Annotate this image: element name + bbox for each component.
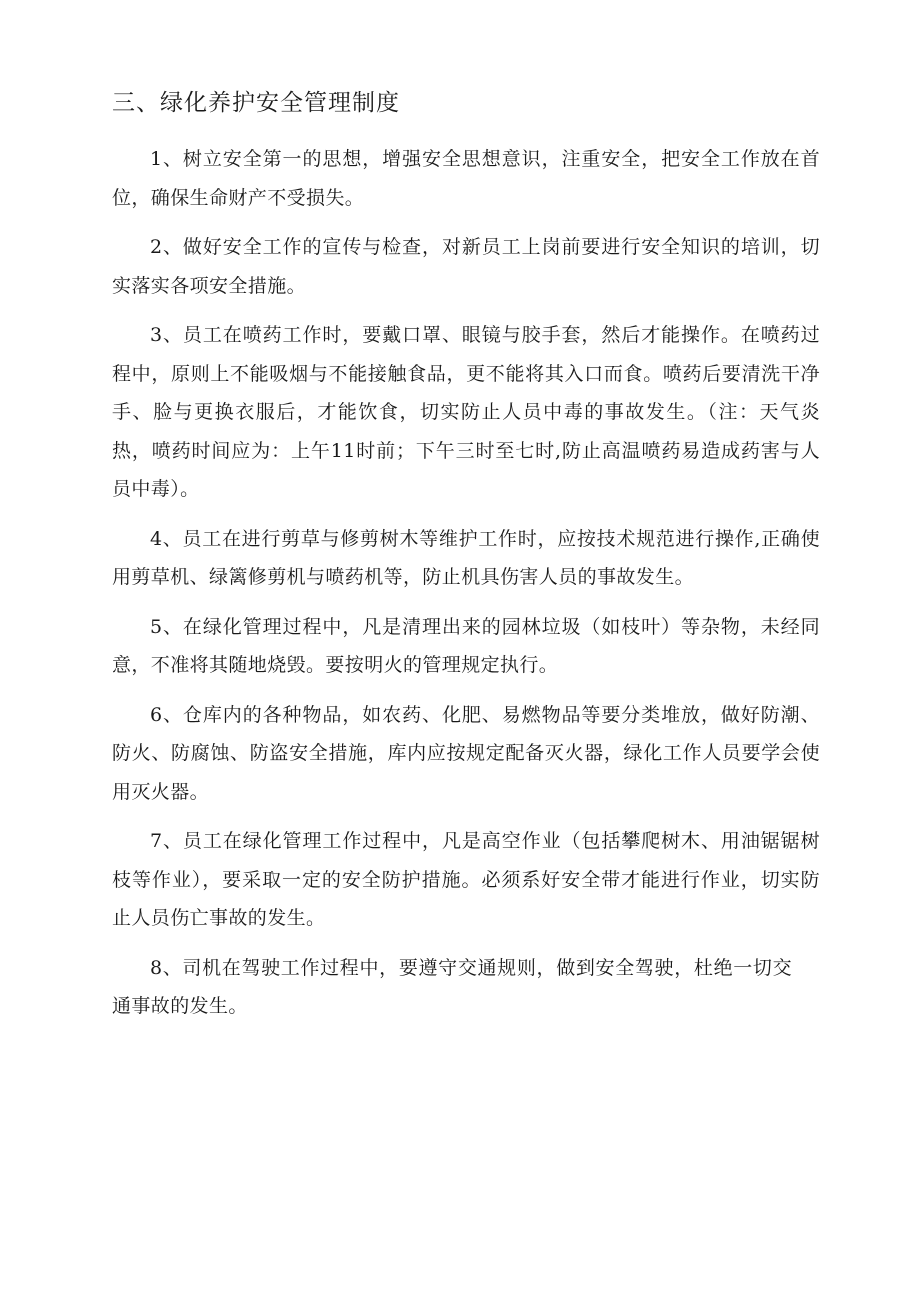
paragraph-2: 2、做好安全工作的宣传与检查，对新员工上岗前要进行安全知识的培训，切实落实各项安全措施。 (112, 236, 820, 297)
document-body (112, 140, 820, 1037)
paragraph-6: 6、仓库内的各种物品，如农药、化肥、易燃物品等要分类堆放，做好防潮、防火、防腐蚀、防盗安全措施，库内应按规定配备灭火器，绿化工作人员要学会使用灭火器。 (112, 703, 820, 803)
paragraph-8: 8、司机在驾驶工作过程中，要遵守交通规则，做到安全驾驶，杜绝一切交通事故的发生。 (112, 956, 792, 1017)
paragraph-4: 4、员工在进行剪草与修剪树木等维护工作时，应按技术规范进行操作,正确使用剪草机、绿篱修剪机与喷药机等，防止机具伤害人员的事故发生。 (112, 527, 820, 588)
paragraph-7: 7、员工在绿化管理工作过程中，凡是高空作业（包括攀爬树木、用油锯锯树枝等作业），要采取一定的安全防护措施。必须系好安全带才能进行作业，切实防止人员伤亡事故的发生。 (112, 830, 820, 929)
paragraph-1: 1、树立安全第一的思想，增强安全思想意识，注重安全，把安全工作放在首位，确保生命财产不受损失。 (112, 148, 820, 209)
document-title: 三、绿化养护安全管理制度 (112, 90, 400, 116)
paragraph-3: 3、员工在喷药工作时，要戴口罩、眼镜与胶手套，然后才能操作。在喷药过程中，原则上不能吸烟与不能接触食品，更不能将其入口而食。喷药后要清洗干净手、脸与更换衣服后，才能饮食，切实防止人员中毒的事故发生。（注：天气炎热，喷药时间应为：上午11时前；下午三时至七时,防止高温喷药易造成药害与人员中毒）。 (112, 324, 820, 500)
paragraph-5: 5、在绿化管理过程中，凡是清理出来的园林垃圾（如枝叶）等杂物，未经同意，不准将其随地烧毁。要按明火的管理规定执行。 (112, 615, 820, 676)
